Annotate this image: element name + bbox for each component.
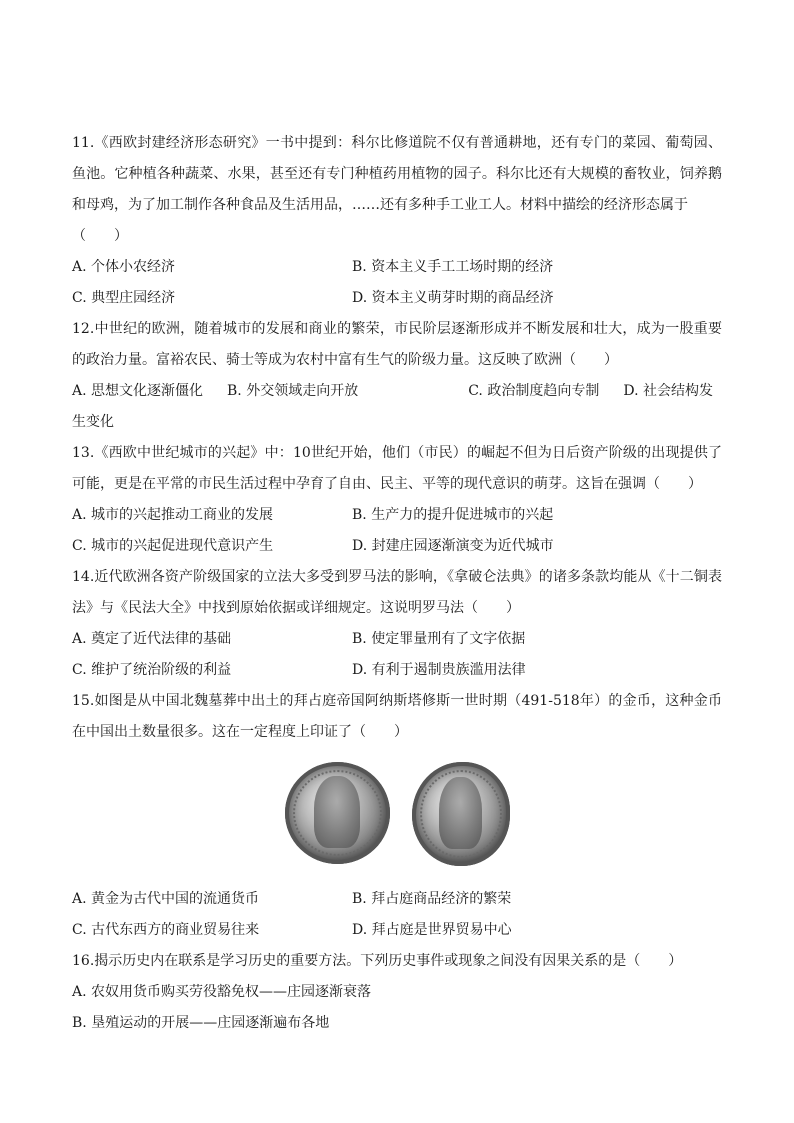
option-b[interactable]: B. 外交领域走向开放 [227,383,359,399]
option-c[interactable]: C. 政治制度趋向专制 [468,383,600,399]
option-d-wrap: 生变化 [72,414,114,430]
answer-blank: （ ） [72,228,128,244]
option-d[interactable]: D. 资本主义萌芽时期的商品经济 [352,290,554,306]
option-d[interactable]: D. 有利于遏制贵族滥用法律 [352,662,526,678]
question-stem: 15.如图是从中国北魏墓葬中出土的拜占庭帝国阿纳斯塔修斯一世时期（491-518年）的金币，这种金币在中国出土数量很多。这在一定程度上印证了（ ） [72,693,722,740]
question-13 [72,438,722,562]
byzantine-coin-obverse-image [285,762,390,864]
options [72,884,722,946]
option-a[interactable]: A. 农奴用货币购买劳役豁免权——庄园逐渐衰落 [72,984,372,1000]
question-stem: 13.《西欧中世纪城市的兴起》中：10世纪开始，他们（市民）的崛起不但为日后资产阶级的出现提供了可能，更是在平常的市民生活过程中孕育了自由、民主、平等的现代意识的萌芽。这旨在强调（ ） [72,445,722,492]
option-a[interactable]: A. 思想文化逐渐僵化 [72,383,204,399]
question-14 [72,562,722,686]
options [72,624,722,686]
option-a[interactable]: A. 奠定了近代法律的基础 [72,631,232,647]
question-12 [72,314,722,438]
question-stem: 16.揭示历史内在联系是学习历史的重要方法。下列历史事件或现象之间没有因果关系的是（ ） [72,953,683,969]
option-a[interactable]: A. 个体小农经济 [72,259,176,275]
option-d[interactable]: D. 社会结构发 [623,383,713,399]
option-c[interactable]: C. 城市的兴起促进现代意识产生 [72,538,274,554]
question-list [72,128,722,1039]
option-d[interactable]: D. 拜占庭是世界贸易中心 [352,922,512,938]
option-c[interactable]: C. 古代东西方的商业贸易往来 [72,922,260,938]
option-a[interactable]: A. 城市的兴起推动工商业的发展 [72,507,274,523]
option-c[interactable]: C. 典型庄园经济 [72,290,176,306]
option-b[interactable]: B. 使定罪量刑有了文字依据 [352,631,526,647]
option-b[interactable]: B. 生产力的提升促进城市的兴起 [352,507,554,523]
option-b[interactable]: B. 拜占庭商品经济的繁荣 [352,891,512,907]
options [72,500,722,562]
question-stem: 11.《西欧封建经济形态研究》一书中提到：科尔比修道院不仅有普通耕地，还有专门的菜园、葡萄园、鱼池。它种植各种蔬菜、水果，甚至还有专门种植药用植物的园子。科尔比还有大规模的畜牧业，饲养鹅和母鸡，为了加工制作各种食品及生活用品，……还有多种手工业工人。材料中描绘的经济形态属于 [72,135,722,213]
coin-figure [72,762,722,872]
question-16 [72,946,722,1039]
option-b[interactable]: B. 垦殖运动的开展——庄园逐渐遍布各地 [72,1015,330,1031]
question-15 [72,686,722,946]
question-11 [72,128,722,314]
options [72,252,722,314]
options [72,977,722,1039]
option-a[interactable]: A. 黄金为古代中国的流通货币 [72,891,260,907]
options [72,376,722,407]
byzantine-coin-reverse-image [412,762,510,866]
option-c[interactable]: C. 维护了统治阶级的利益 [72,662,232,678]
question-stem: 12.中世纪的欧洲，随着城市的发展和商业的繁荣，市民阶层逐渐形成并不断发展和壮大，成为一股重要的政治力量。富裕农民、骑士等成为农村中富有生气的阶级力量。这反映了欧洲（ ） [72,321,722,368]
option-d[interactable]: D. 封建庄园逐渐演变为近代城市 [352,538,554,554]
option-b[interactable]: B. 资本主义手工工场时期的经济 [352,259,554,275]
question-stem: 14.近代欧洲各资产阶级国家的立法大多受到罗马法的影响，《拿破仑法典》的诸多条款均能从《十二铜表法》与《民法大全》中找到原始依据或详细规定。这说明罗马法（ ） [72,569,722,616]
